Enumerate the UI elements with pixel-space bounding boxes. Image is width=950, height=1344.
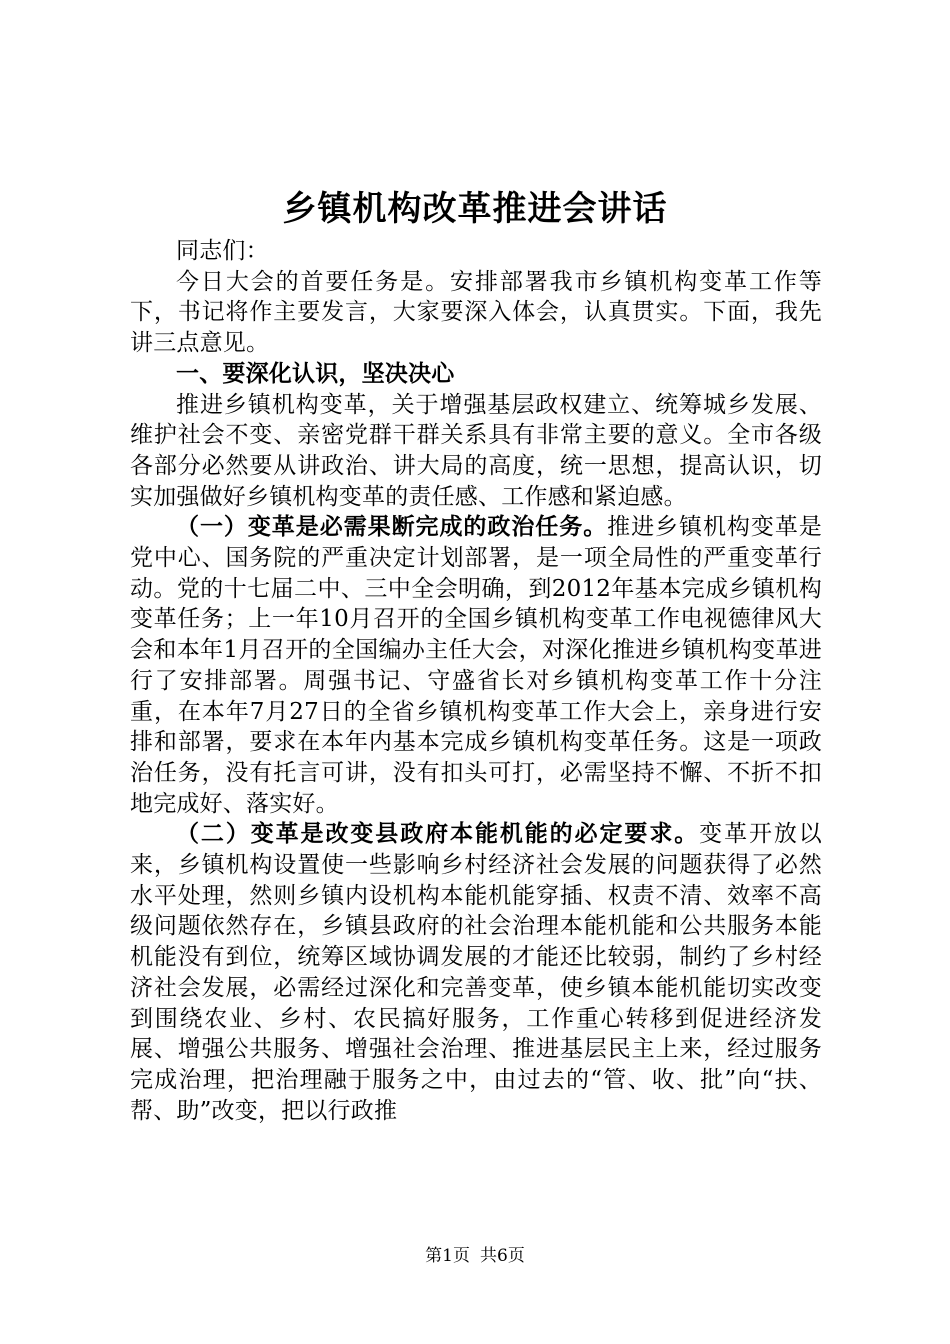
- subsection-1-lead: （一）变革是必需果断完成的政治任务。: [176, 514, 608, 541]
- salutation: 同志们：: [176, 238, 269, 264]
- subsection-1-body: 推进乡镇机构变革是党中心、国务院的严重决定计划部署，是一项全局性的严重变革行动。党的十七届二中、三中全会明确，到2012年基本完成乡镇机构变革任务；上一年10月召开的全国乡镇机构变革工作电视德律风大会和本年1月召开的全国编办主任大会，对深化推进乡镇机构变革进行了安排部署。周强书记、守盛省长对乡镇机构变革工作十分注重，在本年7月27日的全省乡镇机构变革工作大会上，亲身进行安排和部署，要求在本年内基本完成乡镇机构变革任务。这是一项政治任务，没有托言可讲，没有扣头可打，必需坚持不懈、不折不扣地完成好、落实好。: [130, 514, 822, 817]
- document-title: 乡镇机构改革推进会讲话: [282, 189, 668, 229]
- page-number: 第1页: [425, 1246, 470, 1266]
- page-total: 共6页: [480, 1246, 525, 1266]
- document-body: [130, 236, 822, 1126]
- section-1-paragraph: 推进乡镇机构变革，关于增强基层政权建立、统筹城乡发展、维护社会不变、亲密党群干群关系具有非常主要的意义。全市各级各部分必然要从讲政治、讲大局的高度，统一思想，提高认识，切实加强做好乡镇机构变革的责任感、工作感和紧迫感。: [130, 391, 822, 510]
- subsection-2-paragraph: [130, 819, 822, 1126]
- intro-paragraph: 今日大会的首要任务是。安排部署我市乡镇机构变革工作等下，书记将作主要发言，大家要深入体会，认真贯实。下面，我先讲三点意见。: [130, 268, 822, 357]
- subsection-2-lead: （二）变革是改变县政府本能机能的必定要求。: [176, 821, 700, 848]
- section-heading-1: 一、要深化认识，坚决决心: [176, 360, 455, 387]
- subsection-2-body: 变革开放以来，乡镇机构设置使一些影响乡村经济社会发展的问题获得了必然水平处理，然则乡镇内设机构本能机能穿插、权责不清、效率不高级问题依然存在，乡镇县政府的社会治理本能机能和公共服务本能机能没有到位，统筹区域协调发展的才能还比较弱，制约了乡村经济社会发展，必需经过深化和完善变革，使乡镇本能机能切实改变到围绕农业、乡村、农民搞好服务，工作重心转移到促进经济发展、增强公共服务、增强社会治理、推进基层民主上来，经过服务完成治理，把治理融于服务之中，由过去的“管、收、批”向“扶、帮、助”改变，把以行政推: [130, 821, 823, 1124]
- subsection-1-paragraph: [130, 512, 822, 819]
- page-footer: [0, 1245, 950, 1267]
